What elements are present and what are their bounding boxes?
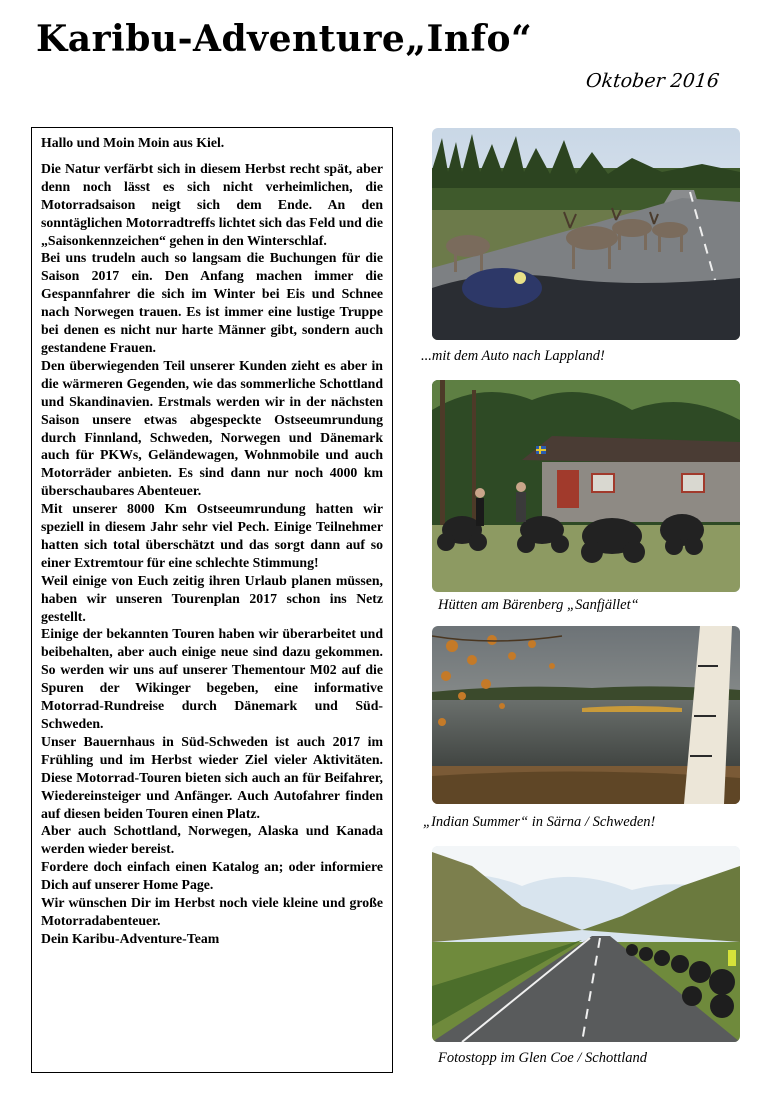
issue-date: Oktober 2016 <box>584 70 721 92</box>
letter-paragraph: Unser Bauernhaus in Süd-Schweden ist auch 2017 im Frühling und im Herbst wieder Ziel vieler Aktivitäten. Diese Motorrad-Touren bieten sich auch an für Beifahrer, Wiedereinsteiger und Anfänger. Auch Autofahrer finden auf diesen beiden Touren einen Platz. <box>41 733 383 821</box>
photo-cabin-motorcycles <box>432 380 740 592</box>
photo-sarna-lake <box>432 626 740 804</box>
photo-lappland-reindeer <box>432 128 740 340</box>
letter-paragraph: Aber auch Schottland, Norwegen, Alaska und Kanada werden wieder bereist. <box>41 823 383 857</box>
letter-paragraph: Fordere doch einfach einen Katalog an; oder informiere Dich auf unserer Home Page. <box>41 859 383 893</box>
photo-caption: Fotostopp im Glen Coe / Schottland <box>438 1050 648 1066</box>
letter-paragraph: Einige der bekannten Touren haben wir überarbeitet und beibehalten, aber auch einige neue sind dazu gekommen. So werden wir uns auf unserer Thementour M02 auf die Spuren der Wikinger begeben, eine informative Motorrad-Rundreise durch Dänemark und Süd-Schweden. <box>41 626 383 731</box>
letter-paragraph: Mit unserer 8000 Km Ostseeumrundung hatten wir speziell in diesem Jahr sehr viel Pech. Einige Teilnehmer hatten sich total überschätzt und das sorgt dann auf so einer Extremtour für eine schlechte Stimmung! <box>41 501 383 570</box>
letter-paragraph: Bei uns trudeln auch so langsam die Buchungen für die Saison 2017 ein. Den Anfang machen immer die Gespannfahrer die sich im Winter bei Eis und Schnee nach Norwegen trauen. Es ist immer eine lustige Truppe bei denen es nicht nur harte Männer gibt, sondern auch gestandene Frauen. <box>41 250 383 355</box>
photo-caption: ...mit dem Auto nach Lappland! <box>421 348 605 364</box>
photo-glen-coe <box>432 846 740 1042</box>
letter-signature: Dein Karibu-Adventure-Team <box>41 930 220 946</box>
letter-paragraph: Den überwiegenden Teil unserer Kunden zieht es aber in die wärmeren Gegenden, wie das sommerliche Schottland und Skandinavien. Erstmals werden wir in der nächsten Saison unsere etwas abgespeckte Ostseeumrundung durch Finnland, Schweden, Norwegen und Dänemark auch für PKWs, Geländewagen, Wohnmobile und auch Motorräder anbieten. Es sind dann nur noch 4000 km überschaubares Abenteuer. <box>41 357 383 499</box>
letter-paragraph: Wir wünschen Dir im Herbst noch viele kleine und große Motorradabenteuer. <box>41 895 383 928</box>
photo-caption: „Indian Summer“ in Särna / Schweden! <box>423 814 656 830</box>
letter-greeting: Hallo und Moin Moin aus Kiel. <box>41 135 225 150</box>
letter-paragraph: Weil einige von Euch zeitig ihren Urlaub planen müssen, haben wir unseren Tourenplan 2017 schon ins Netz gestellt. <box>41 572 383 624</box>
letter-paragraph: Die Natur verfärbt sich in diesem Herbst recht spät, aber denn noch lässt es sich nicht verheimlichen, die Motorradsaison neigt sich dem Ende. An den sonntäglichen Motorradtreffs lichtet sich das Feld und die „Saisonkennzeichen“ gehen in den Winterschlaf. <box>41 160 383 248</box>
newsletter-title: Karibu-Adventure„Info“ <box>36 18 533 60</box>
letter-box <box>31 127 393 1073</box>
photo-caption: Hütten am Bärenberg „Sanfjället“ <box>438 597 639 613</box>
